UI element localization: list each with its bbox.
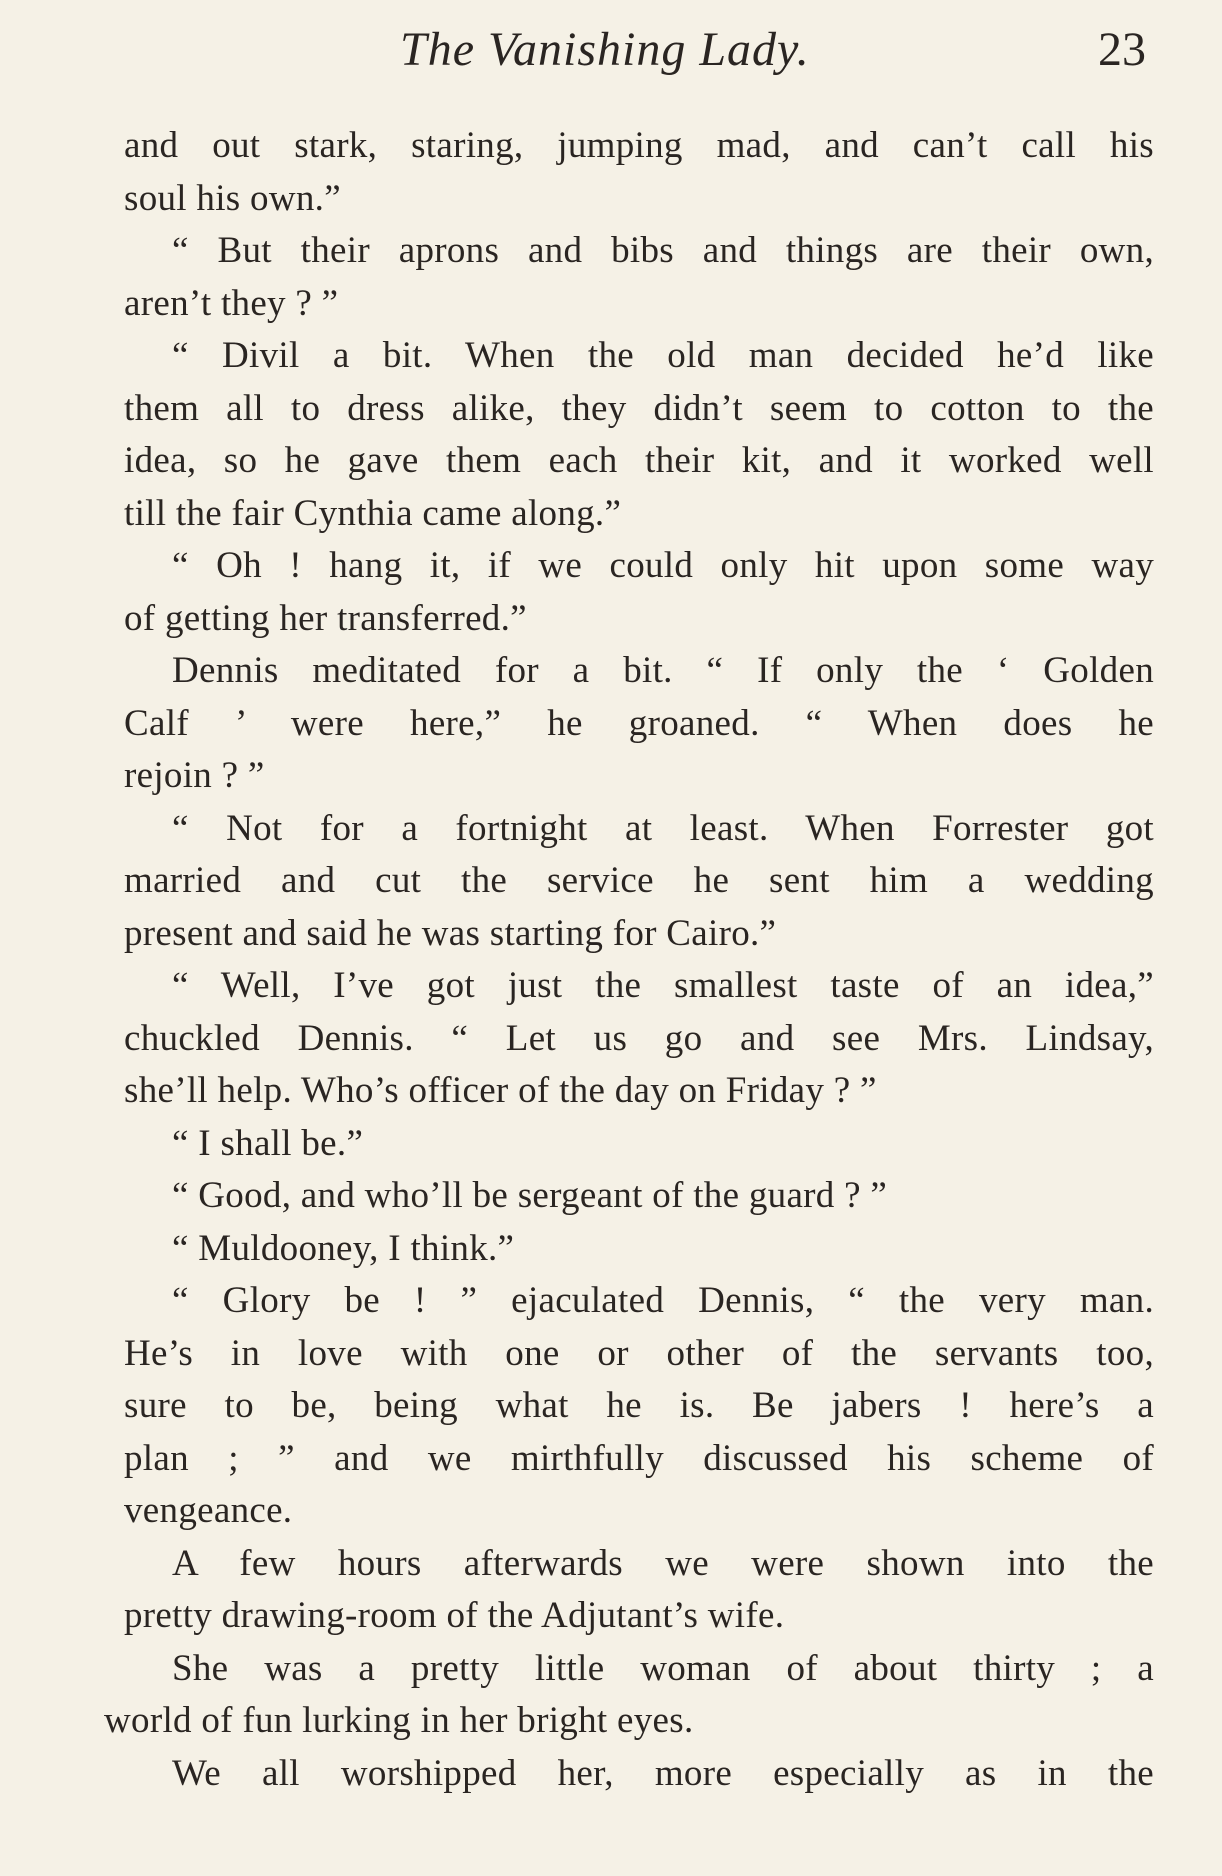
text-line: till the fair Cynthia came along.” bbox=[124, 492, 622, 534]
text-line: them all to dress alike, they didn’t seem to cotton to the bbox=[124, 387, 1154, 429]
text-line: She was a pretty little woman of about thirty ; a bbox=[172, 1647, 1154, 1689]
text-line: married and cut the service he sent him a wedding bbox=[124, 860, 1154, 901]
text-line: “ Oh ! hang it, if we could only hit upon some way bbox=[172, 545, 1154, 586]
text-line: soul his own.” bbox=[124, 177, 341, 219]
text-line: “ Good, and who’ll be sergeant of the guard ? ” bbox=[172, 1175, 888, 1216]
text-line: of getting her transferred.” bbox=[124, 597, 527, 639]
text-line: Dennis meditated for a bit. “ If only the ‘ Golden bbox=[172, 650, 1154, 691]
page-body bbox=[104, 120, 1154, 1800]
text-line: present and said he was starting for Cairo.” bbox=[124, 912, 777, 954]
text-line: A few hours afterwards we were shown into the bbox=[172, 1542, 1154, 1584]
text-line: “ I shall be.” bbox=[172, 1122, 364, 1164]
text-line: sure to be, being what he is. Be jabers ! here’s a bbox=[124, 1385, 1154, 1426]
text-line: “ Muldooney, I think.” bbox=[172, 1227, 515, 1269]
text-line: chuckled Dennis. “ Let us go and see Mrs. Lindsay, bbox=[124, 1017, 1154, 1059]
text-line: “ Divil a bit. When the old man decided he’d like bbox=[172, 335, 1154, 376]
text-line: “ But their aprons and bibs and things are their own, bbox=[172, 230, 1154, 271]
text-line: He’s in love with one or other of the servants too, bbox=[124, 1332, 1154, 1374]
text-line: rejoin ? ” bbox=[124, 755, 265, 796]
text-line: idea, so he gave them each their kit, and it worked well bbox=[124, 440, 1154, 481]
running-title: The Vanishing Lady. bbox=[400, 23, 810, 76]
text-line: pretty drawing-room of the Adjutant’s wife. bbox=[124, 1595, 785, 1636]
text-line: “ Glory be ! ” ejaculated Dennis, “ the very man. bbox=[172, 1280, 1154, 1321]
running-header bbox=[0, 22, 1222, 92]
text-line: Calf ’ were here,” he groaned. “ When does he bbox=[124, 702, 1154, 744]
text-line: aren’t they ? ” bbox=[124, 282, 339, 324]
text-line: and out stark, staring, jumping mad, and can’t call his bbox=[124, 125, 1154, 166]
text-line: “ Not for a fortnight at least. When Forrester got bbox=[172, 807, 1154, 849]
text-line: world of fun lurking in her bright eyes. bbox=[104, 1700, 694, 1741]
text-line: she’ll help. Who’s officer of the day on Friday ? ” bbox=[124, 1070, 877, 1111]
text-line: plan ; ” and we mirthfully discussed his scheme of bbox=[124, 1437, 1154, 1479]
page-number: 23 bbox=[1098, 23, 1146, 76]
text-line: vengeance. bbox=[124, 1490, 293, 1531]
text-line: We all worshipped her, more especially as in the bbox=[172, 1752, 1154, 1794]
text-line: “ Well, I’ve got just the smallest taste of an idea,” bbox=[172, 965, 1154, 1006]
